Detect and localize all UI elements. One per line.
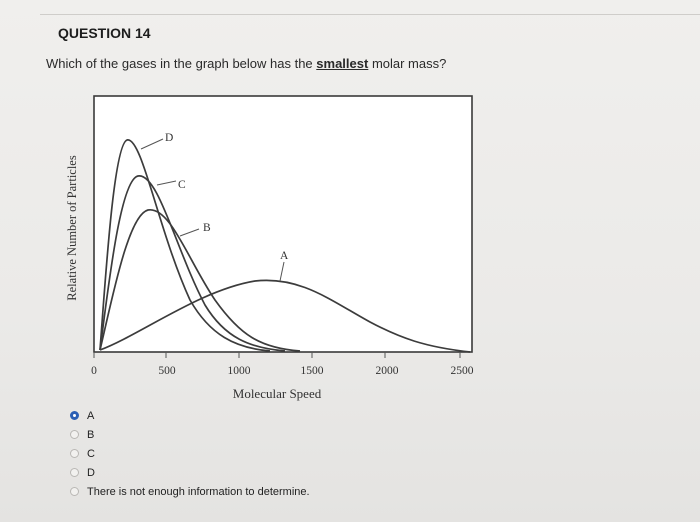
radio-icon[interactable] xyxy=(70,449,79,458)
x-tick-1500: 1500 xyxy=(300,365,324,377)
x-tick-500: 500 xyxy=(158,365,176,377)
question-text-after: molar mass? xyxy=(368,56,447,71)
question-text-before: Which of the gases in the graph below has the xyxy=(46,56,317,71)
radio-icon[interactable] xyxy=(70,468,79,477)
option-d[interactable] xyxy=(70,463,310,482)
option-c[interactable] xyxy=(70,444,310,463)
x-tick-2500: 2500 xyxy=(450,365,474,377)
x-tick-2000: 2000 xyxy=(375,365,399,377)
x-axis-label: Molecular Speed xyxy=(232,386,322,401)
radio-icon[interactable] xyxy=(70,487,79,496)
curve-label-c: C xyxy=(178,179,186,191)
option-label: A xyxy=(87,409,95,422)
option-not-enough-info[interactable] xyxy=(70,482,310,501)
option-label: B xyxy=(87,428,95,441)
answer-options xyxy=(70,406,310,501)
x-tick-0: 0 xyxy=(91,365,97,377)
radio-icon[interactable] xyxy=(70,430,79,439)
option-label: There is not enough information to determine. xyxy=(87,485,310,498)
y-axis-label: Relative Number of Particles xyxy=(65,155,79,301)
radio-selected-icon[interactable] xyxy=(70,411,79,420)
option-label: D xyxy=(87,466,95,479)
question-title: QUESTION 14 xyxy=(58,25,151,41)
option-label: C xyxy=(87,447,95,460)
curve-label-b: B xyxy=(203,222,211,234)
curve-label-a: A xyxy=(280,250,289,262)
question-text-emphasis: smallest xyxy=(316,56,369,71)
plot-frame xyxy=(94,96,472,352)
curve-label-d: D xyxy=(165,132,174,144)
x-tick-1000: 1000 xyxy=(227,365,251,377)
option-a[interactable] xyxy=(70,406,310,425)
option-b[interactable] xyxy=(70,425,310,444)
